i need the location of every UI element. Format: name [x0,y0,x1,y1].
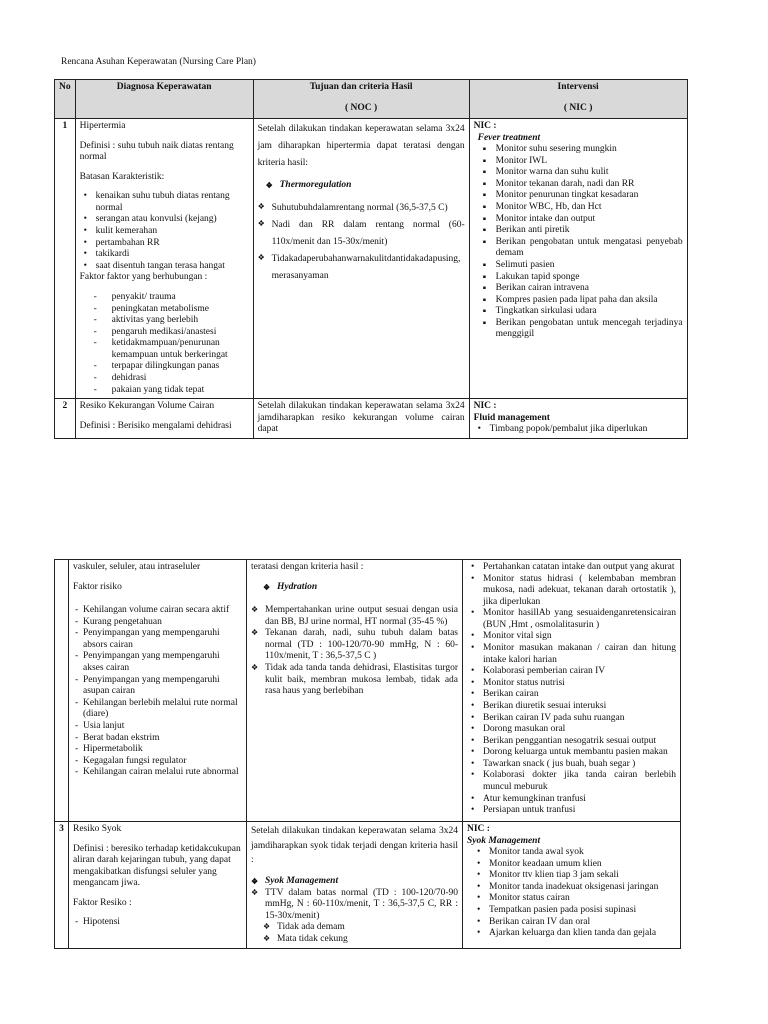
list-item: • Monitor tanda awal syok [473,847,676,859]
list-item: • Monitor keadaan umum klien [473,859,676,871]
list-item: • Berikan cairan [467,689,676,701]
table-row-3 [55,822,681,949]
noc-cell [253,399,469,439]
document-title: Rencana Asuhan Keperawatan (Nursing Care Plan) [61,57,256,67]
list-item: • Berikan cairan IV dan oral [473,917,676,929]
header-diagnosa: Diagnosa Keperawatan [75,80,253,119]
list-item: • Timbang popok/pembalut jika diperlukan [474,424,683,436]
nic-cell [463,560,681,822]
list-item: • takikardi [80,249,249,261]
nic-heading: Fever treatment [477,132,541,143]
noc-intro: Setelah dilakukan tindakan keperawatan selama 3x24 jamdiharapkan syok tidak terjadi dengan kriteria hasil : [251,826,458,866]
diagnosis-cell [75,119,253,399]
faktor-label: Faktor risiko [73,581,122,592]
list-item: ▪ Monitor IWL [474,156,683,168]
diagnosis-definition: Definisi : Berisiko mengalami dehidrasi [79,420,232,431]
list-item: - terpapar dilingkungan panas [80,361,249,373]
nic-label: NIC : [467,824,490,834]
list-item: ▪ Lakukan tapid sponge [474,272,683,284]
row-number: 2 [55,399,76,439]
list-item: ❖ Mata tidak cekung [251,934,458,946]
list-item: ▪ Tingkatkan sirkulasi udara [474,306,683,318]
list-item: ▪ Berikan pengobatan untuk mencegah terjadinya menggigil [474,318,683,341]
list-item: ▪ Selimuti pasien [474,260,683,272]
noc-list [251,888,458,923]
list-item: ▪ Berikan cairan intravena [474,283,683,295]
diagnosis-title: Resiko Syok [73,824,122,834]
row-number: 3 [55,822,69,949]
header-tujuan: Tujuan dan criteria Hasil ( NOC ) [253,80,469,119]
noc-heading: ❖ Hydration [263,582,458,594]
list-item: - Hipotensi [73,917,242,929]
table-header-row [55,80,688,119]
table-row-1 [55,119,688,399]
list-item: • Dorong keluarga untuk membantu pasien makan [467,747,676,759]
nic-cell [469,399,687,439]
list-item: • Ajarkan keluarga dan klien tanda dan gejala [473,928,676,940]
noc-sublist [251,922,458,945]
list-item: • pertambahan RR [80,238,249,250]
list-item: • Berikan penggantian nesogatrik sesuai output [467,736,676,748]
noc-intro: Setelah dilakukan tindakan keperawatan selama 3x24 jam diharapkan hipertermia dapat teratasi dengan kriteria hasil: [257,124,465,169]
list-item: - Berat badan ekstrim [73,733,242,745]
faktor-list [73,917,242,929]
noc-cell [253,119,469,399]
list-item: - Kehilangan berlebih melalui rute normal (diare) [73,698,242,721]
nic-heading: Fluid management [473,412,550,423]
list-item: • Monitor masukan makanan / cairan dan hitung intake kalori harian [467,643,676,666]
list-item: • Kolaborasi pemberian cairan IV [467,666,676,678]
list-item: - Kegagalan fungsi regulator [73,756,242,768]
diagnosis-definition: Definisi : suhu tubuh naik diatas rentang normal [79,140,234,163]
nic-list [474,424,683,436]
list-item: ▪ Berikan anti piretik [474,225,683,237]
list-item: • Monitor ttv klien tiap 3 jam sekali [473,870,676,882]
list-item: • kulit kemerahan [80,226,249,238]
list-item: - ketidakmampuan/penurunan kemampuan untuk berkeringat [80,338,249,361]
table-row-2 [55,399,688,439]
list-item: - pakaian yang tidak tepat [80,385,249,397]
list-item: - penyakit/ trauma [80,292,249,304]
list-item: - pengaruh medikasi/anastesi [80,327,249,339]
nic-list [467,847,676,940]
list-item: ❖ Nadi dan RR dalam rentang normal (60-110x/menit dan 15-30x/menit) [258,217,465,251]
list-item: • Monitor tanda inadekuat oksigenasi jaringan [473,882,676,894]
noc-list [251,605,458,698]
nic-label: NIC : [473,401,497,412]
noc-cell [247,560,463,822]
list-item: ❖ Suhutubuhdalamrentang normal (36,5-37,5 C) [258,200,465,217]
list-item: • serangan atau konvulsi (kejang) [80,214,249,226]
list-item: ❖ Mempertahankan urine output sesuai dengan usia dan BB, BJ urine normal, HT normal (35-45 %) [251,605,458,628]
list-item: ▪ Kompres pasien pada lipat paha dan aksila [474,295,683,307]
list-item: • Monitor hasillAb yang sesuaidenganretensicairan (BUN ,Hmt , osmolalitasurin ) [467,608,676,631]
noc-intro: Setelah dilakukan tindakan keperawatan selama 3x24 jamdiharapkan resiko kekurangan volume cairan dapat [257,401,465,435]
list-item: - Usia lanjut [73,721,242,733]
nic-cell [469,119,687,399]
list-item: • Berikan cairan IV pada suhu ruangan [467,713,676,725]
noc-heading: ❖ Thermoregulation [266,180,465,192]
diagnosis-continuation: vaskuler, seluler, atau intraseluler [73,562,201,572]
list-item: • Berikan diuretik sesuai interuksi [467,701,676,713]
list-item: - Kehilangan cairan melalui rute abnormal [73,767,242,779]
diagnosis-definition: Definisi : beresiko terhadap ketidakcukupan aliran darah kejaringan tubuh, yang dapat mengakibatkan disfungsi seluler yang mengancam jiwa. [73,843,241,889]
faktor-label: Faktor Resiko : [73,897,132,908]
list-item: ▪ Monitor intake dan output [474,214,683,226]
list-item: ❖ Tidak ada tanda tanda dehidrasi, Elastisitas turgor kulit baik, membran mukosa lembab, tidak ada rasa haus yang berlebihan [251,663,458,698]
list-item: ▪ Monitor suhu sesering mungkin [474,144,683,156]
diagnosis-cell [75,399,253,439]
care-plan-table-part-2 [54,559,681,949]
batasan-label: Batasan Karakteristik: [79,171,165,182]
list-item: • Pertahankan catatan intake dan output yang akurat [467,562,676,574]
list-item: - Penyimpangan yang mempengaruhi absors cairan [73,628,242,651]
list-item: • Monitor status hidrasi ( kelembaban membran mukosa, nadi adekuat, tekanan darah ortostatik ), jika diperlukan [467,574,676,609]
list-item: - dehidrasi [80,373,249,385]
list-item: • Atur kemungkinan tranfusi [467,794,676,806]
list-item: • Tempatkan pasien pada posisi supinasi [473,905,676,917]
nic-list [474,144,683,341]
list-item: ▪ Monitor WBC, Hb, dan Hct [474,202,683,214]
row-number-empty [55,560,69,822]
list-item: - Kehilangan volume cairan secara aktif [73,605,242,617]
row-number: 1 [55,119,76,399]
list-item: ▪ Monitor tekanan darah, nadi dan RR [474,179,683,191]
list-item: - Kurang pengetahuan [73,617,242,629]
list-item: - aktivitas yang berlebih [80,315,249,327]
list-item: ▪ Berikan pengobatan untuk mengatasi penyebab demam [474,237,683,260]
list-item: ❖ TTV dalam batas normal (TD : 100-120/70-90 mmHg, N : 60-110x/menit, T : 36,5-37,5 C, RR : 15-30x/menit) [251,888,458,923]
list-item: • Monitor vital sign [467,631,676,643]
nic-label: NIC : [473,121,497,131]
list-item: ▪ Monitor warna dan suhu kulit [474,167,683,179]
list-item: • saat disentuh tangan terasa hangat [80,261,249,273]
nic-heading: Syok Management [467,835,541,846]
care-plan-table-part-1 [54,79,688,439]
diagnosis-cell [69,560,247,822]
list-item: • Dorong masukan oral [467,724,676,736]
list-item: ▪ Monitor penurunan tingkat kesadaran [474,190,683,202]
list-item: ❖ Tidakadaperubahanwarnakulitdantidakadapusing, merasanyaman [258,251,465,285]
diagnosis-title: Hipertermia [79,121,126,131]
list-item: • Tawarkan snack ( jus buah, buah segar ) [467,759,676,771]
list-item: ❖ Tidak ada demam [251,922,458,934]
list-item: - Hipermetabolik [73,744,242,756]
header-intervensi: Intervensi ( NIC ) [469,80,687,119]
list-item: • Persiapan untuk tranfusi [467,805,676,817]
faktor-list [73,605,242,779]
list-item: • kenaikan suhu tubuh diatas rentang normal [80,191,249,214]
list-item: - Penyimpangan yang mempengaruhi akses cairan [73,651,242,674]
faktor-list [80,292,249,396]
noc-heading: ❖ Syok Management [251,876,458,888]
table-row-2-continued [55,560,681,822]
noc-continuation: teratasi dengan kriteria hasil : [251,562,364,572]
faktor-label: Faktor faktor yang berhubungan : [79,272,208,283]
nic-list [467,562,676,817]
noc-cell [247,822,463,949]
diagnosis-cell [69,822,247,949]
list-item: • Monitor status cairan [473,893,676,905]
header-no: No [55,80,76,119]
noc-list [258,200,465,285]
nic-cell [463,822,681,949]
list-item: - peningkatan metabolisme [80,304,249,316]
list-item: - Penyimpangan yang mempengaruhi asupan cairan [73,675,242,698]
list-item: ❖ Tekanan darah, nadi, suhu tubuh dalam batas normal (TD : 100-120/70-90 mmHg, N : 60-110x/menit, T : 36,5-37,5 C ) [251,628,458,663]
list-item: • Monitor status nutrisi [467,678,676,690]
list-item: • Kolaborasi dokter jika tanda cairan berlebih muncul meburuk [467,770,676,793]
diagnosis-title: Resiko Kekurangan Volume Cairan [79,401,215,412]
batasan-list [80,191,249,272]
